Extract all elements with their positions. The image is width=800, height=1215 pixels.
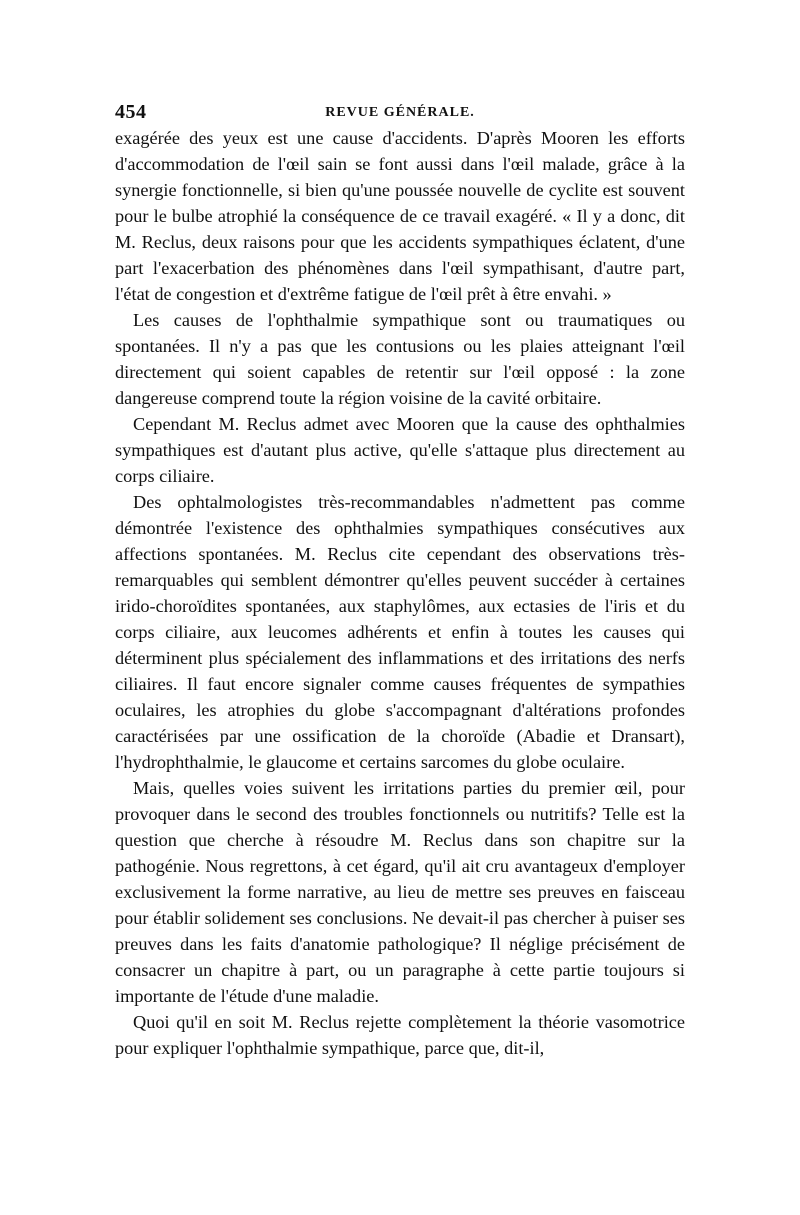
running-title: REVUE GÉNÉRALE.: [325, 105, 475, 120]
page-number: 454: [115, 101, 147, 123]
paragraph-2: Les causes de l'ophthalmie sympathique sont ou traumatiques ou spontanées. Il n'y a pas que les contusions ou les plaies atteignant l'œil directement qui soient capables de retentir sur l'œil opposé : la zone dangereuse comprend toute la région voisine de la cavité orbitaire.: [115, 310, 685, 408]
running-head: [115, 95, 685, 125]
paragraph-6: Quoi qu'il en soit M. Reclus rejette complètement la théorie vasomotrice pour expliquer l'ophthalmie sympathique, parce que, dit-il,: [115, 1012, 685, 1058]
paragraph-4: Des ophtalmologistes très-recommandables n'admettent pas comme démontrée l'existence des ophthalmies sympathiques consécutives aux affections spontanées. M. Reclus cite cependant des observations très-remarquables qui semblent démontrer qu'elles peuvent succéder à certaines irido-choroïdites spontanées, aux staphylômes, aux ectasies de l'iris et du corps ciliaire, aux leucomes adhérents et enfin à toutes les causes qui déterminent plus spécialement des inflammations et des irritations des nerfs ciliaires. Il faut encore signaler comme causes fréquentes de sympathies oculaires, les atrophies du globe s'accompagnant d'altérations profondes caractérisées par une ossification de la choroïde (Abadie et Dransart), l'hydrophthalmie, le glaucome et certains sarcomes du globe oculaire.: [115, 492, 685, 772]
document-page: [115, 95, 685, 1061]
body-text: [115, 125, 685, 1061]
paragraph-3: Cependant M. Reclus admet avec Mooren que la cause des ophthalmies sympathiques est d'autant plus active, qu'elle s'attaque plus directement au corps ciliaire.: [115, 414, 685, 486]
paragraph-1: exagérée des yeux est une cause d'accidents. D'après Mooren les efforts d'accommodation de l'œil sain se font aussi dans l'œil malade, grâce à la synergie fonctionnelle, si bien qu'une poussée nouvelle de cyclite est souvent pour le bulbe atrophié la conséquence de ce travail exagéré. « Il y a donc, dit M. Reclus, deux raisons pour que les accidents sympathiques éclatent, d'une part l'exacerbation des phénomènes dans l'œil sympathisant, d'autre part, l'état de congestion et d'extrême fatigue de l'œil prêt à être envahi. »: [115, 128, 685, 304]
paragraph-5: Mais, quelles voies suivent les irritations parties du premier œil, pour provoquer dans le second des troubles fonctionnels ou nutritifs? Telle est la question que cherche à résoudre M. Reclus dans son chapitre sur la pathogénie. Nous regrettons, à cet égard, qu'il ait cru avantageux d'employer exclusivement la forme narrative, au lieu de mettre ses preuves en faisceau pour établir solidement ses conclusions. Ne devait-il pas chercher à puiser ses preuves dans les faits d'anatomie pathologique? Il néglige précisément de consacrer un chapitre à part, ou un paragraphe à cette partie toujours si importante de l'étude d'une maladie.: [115, 778, 685, 1006]
